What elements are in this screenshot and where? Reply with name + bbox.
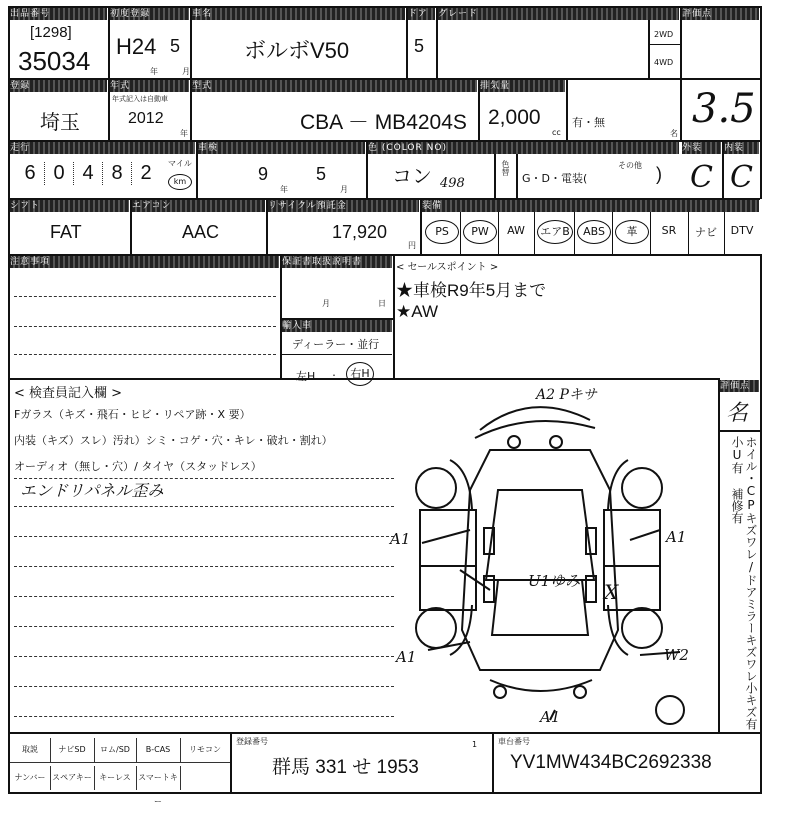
inspector-handwritten: エンドリパネル歪み: [20, 481, 164, 500]
plate-number: 群馬 331 せ 1953: [272, 757, 419, 778]
car-diagram: [380, 380, 718, 732]
import-type: ディーラー・並行: [292, 338, 380, 351]
insp-year-unit: 年: [280, 185, 288, 194]
footer-equip-item: スマートキー: [136, 766, 181, 790]
first-reg-era-year: H24: [116, 34, 157, 59]
mileage-digit: 8: [103, 162, 132, 185]
footer-equip-item: スペアキー: [50, 766, 95, 790]
recycle-header: リサイクル預託金: [268, 200, 419, 212]
equipment-item: エアB: [537, 220, 573, 244]
mileage-unit-mile: マイル: [168, 159, 192, 168]
equipment-item: DTV: [730, 224, 754, 237]
lot-bracket: [1298]: [30, 24, 72, 41]
footer-equip-item: ナンバー: [10, 766, 51, 790]
prefecture-header: 登録: [10, 80, 107, 92]
vin-number: YV1MW434BC2692338: [510, 752, 712, 773]
displacement: 2,000: [488, 106, 541, 129]
lot-header: 出品番号: [10, 8, 107, 20]
warranty-header: 保証書取扱説明書: [282, 256, 392, 268]
first-reg-month: 5: [170, 36, 181, 56]
mileage-digits: [16, 162, 160, 185]
frame-right-top: [760, 6, 762, 199]
mileage-digit: 0: [45, 162, 74, 185]
color-type-close: ): [656, 164, 662, 184]
plate-label: 登録番号: [236, 737, 268, 746]
warranty-day: 日: [378, 299, 386, 308]
diagram-mark-x: X: [604, 580, 619, 604]
mileage-digit: 2: [140, 162, 152, 184]
exterior-grade: C: [690, 160, 713, 195]
exterior-header: 外装: [682, 142, 721, 154]
first-reg-year-unit: 年: [150, 67, 158, 76]
color-side: 色替: [501, 160, 510, 176]
displacement-header: 排気量: [480, 80, 565, 92]
side-kanji: 名: [726, 401, 749, 426]
grade-header: グレード: [438, 8, 679, 20]
car-name: ボルボV50: [244, 38, 350, 63]
prefecture: 埼玉: [40, 112, 80, 134]
model-year-unit: 年: [180, 129, 188, 138]
footer-equip-item: 取説: [10, 738, 51, 763]
inspection-header: 車検: [198, 142, 365, 154]
equipment-item: PW: [463, 220, 497, 244]
inspector-line-audio: オーディオ（無し・穴）/ タイヤ（スタッドレス）: [14, 460, 262, 473]
ac-header: エアコン: [132, 200, 265, 212]
lot-number: 35034: [18, 46, 91, 76]
color-other-label: その他: [618, 161, 642, 170]
diagram-mark-bottom: A1: [540, 708, 561, 726]
equipment-item: ナビ: [695, 226, 717, 239]
doors-value: 5: [414, 36, 425, 56]
ac-value: AAC: [182, 222, 220, 242]
handle-right: 右H: [346, 362, 374, 386]
equip-header: 装備: [422, 200, 759, 212]
first-reg-month-unit: 月: [182, 67, 190, 76]
interior-header: 内装: [724, 142, 759, 154]
model-year-header: 年式: [110, 80, 189, 92]
plate-mark: 1: [472, 740, 478, 749]
footer-equipment: [10, 734, 230, 806]
drive-4wd: 4WD: [654, 58, 674, 67]
recycle-yen: 円: [408, 241, 416, 250]
model-code: CBA － MB4204S: [300, 111, 467, 134]
diagram-mark-left-door: A1: [390, 530, 411, 548]
color-number: 498: [440, 176, 465, 191]
diagram-mark-right-door: A1: [666, 528, 687, 546]
shift-value: FAT: [50, 222, 82, 242]
footer-equip-item: キーレス: [94, 766, 137, 790]
equipment-item: SR: [661, 224, 677, 237]
handle-left: 左H: [296, 370, 316, 383]
equipment-item: PS: [425, 220, 459, 244]
recycle-value: 17,920: [332, 222, 388, 242]
model-year-note: 年式記入は自動車: [112, 95, 168, 103]
car-name-header: 車名: [192, 8, 405, 20]
footer-equip-item: リモコン: [180, 738, 231, 763]
inspector-line-glass: Fガラス（キズ・飛石・ヒビ・リペア跡・X 要）: [14, 408, 251, 421]
diagram-mark-top: A2 Pキサ: [536, 387, 597, 403]
shift-header: シフト: [10, 200, 129, 212]
sales-point-label: < セールスポイント >: [396, 262, 499, 273]
frame-left: [8, 6, 10, 794]
insp-month: 5: [316, 164, 327, 184]
name-unit: 名: [670, 129, 678, 138]
footer-equip-item: ナビSD: [50, 738, 95, 763]
mileage-unit-km: km: [168, 174, 192, 190]
drive-2wd: 2WD: [654, 30, 674, 39]
diagram-mark-roof: U1ゆみ: [528, 572, 581, 590]
options: 有・無: [572, 116, 605, 129]
inspector-title: < 検査員記入欄 >: [14, 386, 123, 401]
insp-month-unit: 月: [340, 185, 348, 194]
diagram-mark-left-rear: A1: [396, 648, 417, 666]
sales-point-2: ★AW: [396, 302, 438, 321]
diagram-mark-right-rear: W2: [664, 646, 689, 664]
interior-grade: C: [730, 160, 753, 195]
equipment-item: AW: [507, 224, 525, 237]
equipment-item: ABS: [577, 220, 611, 244]
score-header: 評価点: [682, 8, 759, 20]
warranty-month: 月: [322, 299, 330, 308]
equipment-item: 革: [615, 220, 649, 244]
vin-label: 車台番号: [498, 737, 530, 746]
score-value: 3.5: [692, 86, 756, 132]
cc-unit: cc: [552, 128, 561, 137]
equipment-row: [422, 212, 760, 254]
doors-header: ドア: [408, 8, 435, 20]
model-year: 2012: [128, 110, 164, 127]
mileage-header: 走行: [10, 142, 195, 154]
color-header: 色 (COLOR NO): [368, 142, 679, 154]
insp-year: 9: [258, 164, 269, 184]
auction-sheet: 出品番号 初度登録 車名 ドア グレード 評価点 年式 型式 排気量 登録 走行 車検 色 (COLOR NO) 外装 内装 シフト エアコン リサイクル預託金 装備 注意事項 保証書取扱説明書 輸入車 評価点 [1298] 35034 H24 5 年 月 ボルボV50 5 2WD 4WD 3.5 埼玉 年式記入は自動車 2012 年 CBA － MB4204S 2,000 cc 有・無 名 6 0 4 8 2 マイル km 9 年 5 月 コン 498 色替 G・D・電装( その他 ) C C FAT AAC 17,920 円 PS PW AW エアB ABS 革 SR ナビ DTV 月 日 ディーラー・並行 左H ・ 右H < セールスポイント > ★車検R9年5月まで ★AW < 検査員記入欄 > Fガラス（キズ・飛石・ヒビ・リペア跡・X 要） 内装（キズ）スレ）汚れ）シミ・コゲ・穴・キレ・破れ・割れ） オーディオ（無し・穴）/ タイヤ（スタッドレス） エンドリパネル歪み A2 Pキサ A1 A1 U1ゆみ X A1 W2 A1 名 ホイル・CPキズワレ/ドアミラーキズワレ小キズ有 小U有 補修有 取説 ナビSD ロム/SD B-CAS リモコン ナンバー スペアキー キーレス スマートキー 登録番号 群馬 331 せ 1953 1 車台番号 YV1MW434BC2692338: [0, 0, 800, 800]
color-type: G・D・電装(: [522, 172, 588, 185]
color-name: コン: [392, 166, 432, 188]
first-reg-header: 初度登録: [110, 8, 189, 20]
import-header: 輸入車: [282, 320, 392, 332]
mileage-digit: 6: [16, 162, 45, 185]
footer-equip-item: B-CAS: [136, 738, 181, 763]
side-score-header: 評価点: [720, 380, 759, 392]
sales-point-1: ★車検R9年5月まで: [396, 281, 547, 300]
inspector-line-interior: 内装（キズ）スレ）汚れ）シミ・コゲ・穴・キレ・破れ・割れ）: [14, 434, 333, 447]
notes-header: 注意事項: [10, 256, 279, 268]
mileage-digit: 4: [74, 162, 103, 185]
side-vertical-text: ホイル・CPキズワレ/ドアミラーキズワレ小キズ有 小U有 補修有: [730, 436, 758, 730]
model-header: 型式: [192, 80, 477, 92]
footer-equip-item: ロム/SD: [94, 738, 137, 763]
